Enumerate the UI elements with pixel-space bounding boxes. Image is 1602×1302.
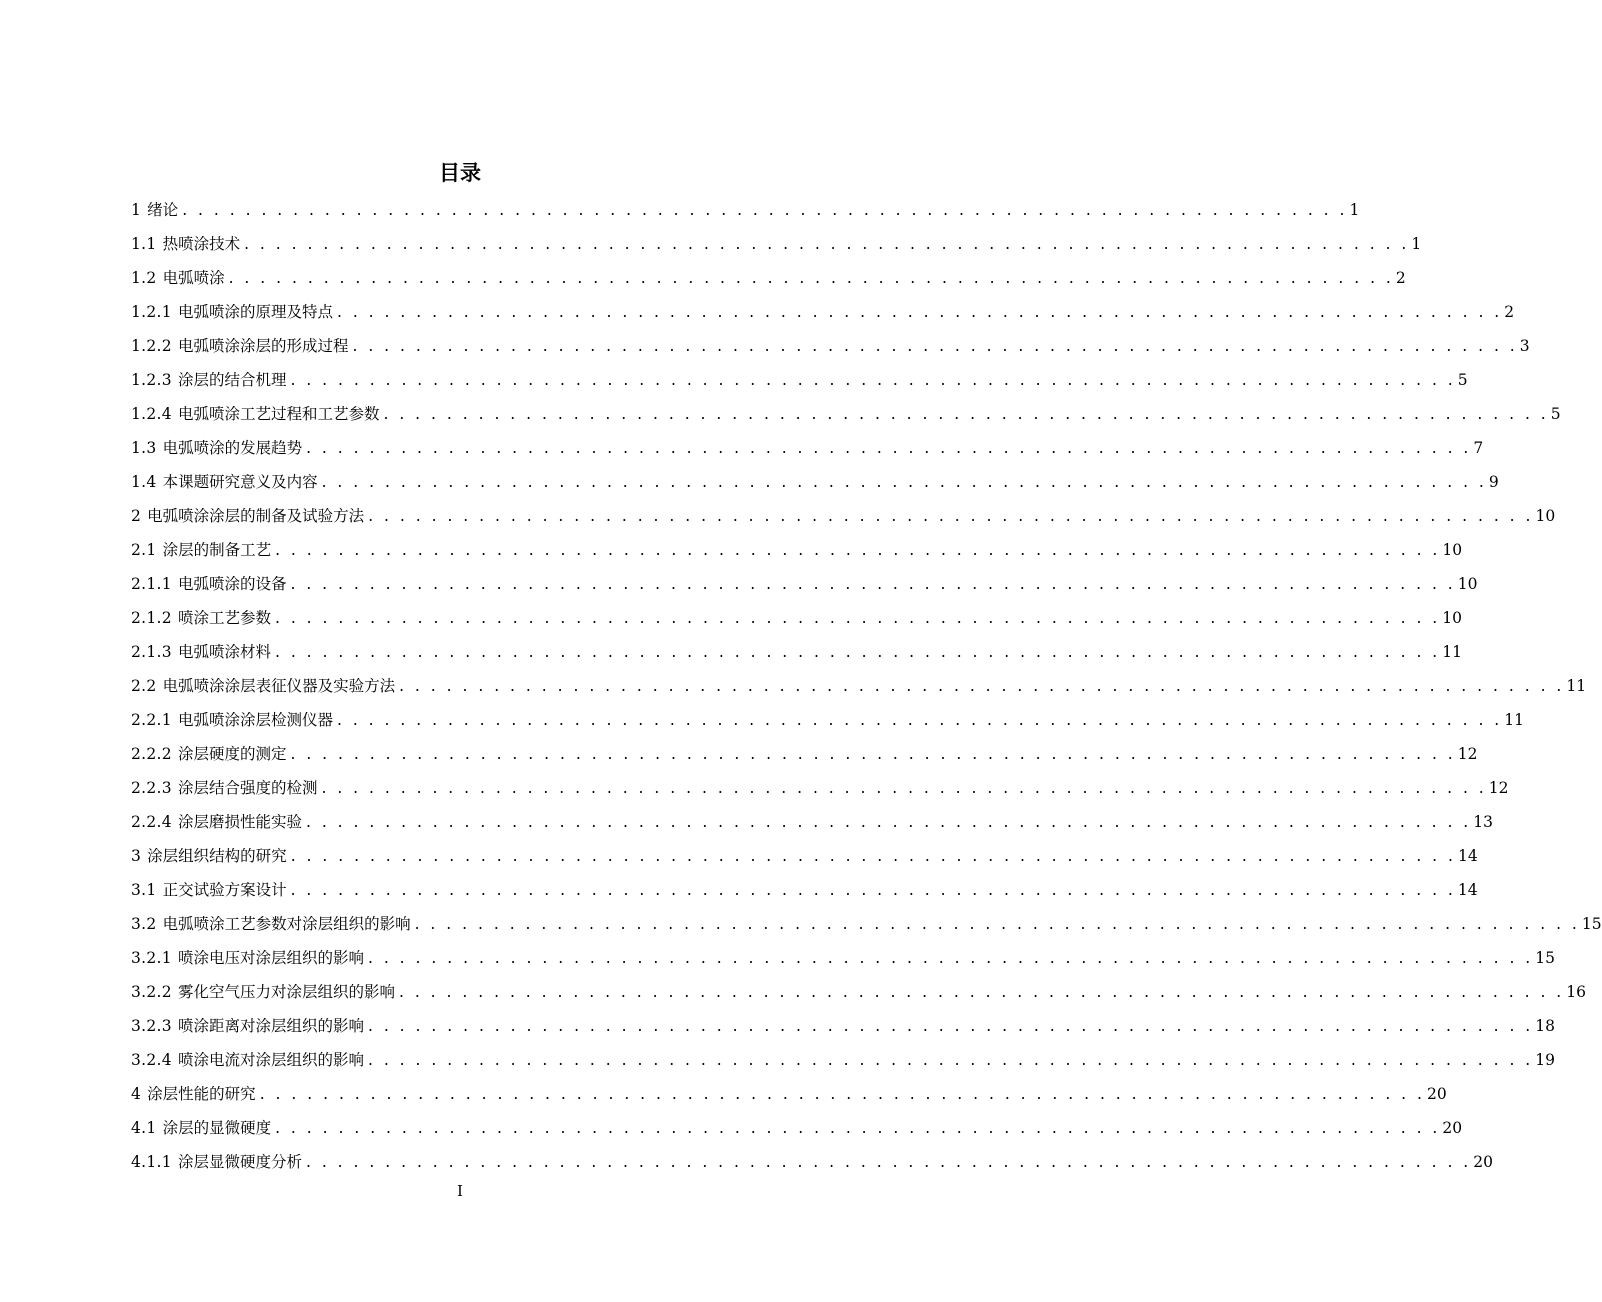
toc-entry-number: 2.2.3 [131,779,172,797]
toc-leader-dots: . . . . . . . . . . . . . . . . . . . . . . . . . . . . . . . . . . . . . . . . . . . . . . . . . . . . . . . . . . . . . . . . . . . . . . . . . . [182,201,1348,219]
toc-entry-page: 10 [1457,575,1478,593]
toc-leader-dots: . . . . . . . . . . . . . . . . . . . . . . . . . . . . . . . . . . . . . . . . . . . . . . . . . . . . . . . . . . . . . . . . . . . . . . . . . . [321,473,1487,491]
toc-entry-page: 2 [1395,269,1406,287]
toc-entry-page: 20 [1426,1085,1447,1103]
toc-entry[interactable] [131,431,1484,465]
toc-entry-number: 1.2.1 [131,303,172,321]
toc-entry-title: 涂层磨损性能实验 [177,813,302,831]
toc-entry[interactable] [131,499,1556,533]
toc-entry-number: 2.1.3 [131,643,172,661]
toc-entry-title: 喷涂电压对涂层组织的影响 [177,949,364,967]
toc-entry-number: 2 [131,507,142,525]
toc-entry-page: 15 [1535,949,1555,967]
toc-leader-dots: . . . . . . . . . . . . . . . . . . . . . . . . . . . . . . . . . . . . . . . . . . . . . . . . . . . . . . . . . . . . . . . . . . . . . . . . . . [275,541,1441,559]
toc-entry[interactable] [131,567,1478,601]
toc-entry-page: 20 [1473,1153,1493,1171]
toc-entry-title: 电弧喷涂的发展趋势 [162,439,303,457]
toc-entry-title: 涂层显微硬度分析 [177,1153,302,1171]
toc-leader-dots: . . . . . . . . . . . . . . . . . . . . . . . . . . . . . . . . . . . . . . . . . . . . . . . . . . . . . . . . . . . . . . . . . . . . . . . . . . [367,1017,1534,1035]
toc-entry-title: 涂层的制备工艺 [162,541,272,559]
toc-entry-number: 4.1 [131,1119,157,1137]
toc-entry-title: 喷涂工艺参数 [177,609,271,627]
toc-entry-number: 3.2.3 [131,1017,172,1035]
toc-leader-dots: . . . . . . . . . . . . . . . . . . . . . . . . . . . . . . . . . . . . . . . . . . . . . . . . . . . . . . . . . . . . . . . . . . . . . . . . . . [368,507,1534,525]
toc-leader-dots: . . . . . . . . . . . . . . . . . . . . . . . . . . . . . . . . . . . . . . . . . . . . . . . . . . . . . . . . . . . . . . . . . . . . . . . . . . [352,337,1518,355]
toc-leader-dots: . . . . . . . . . . . . . . . . . . . . . . . . . . . . . . . . . . . . . . . . . . . . . . . . . . . . . . . . . . . . . . . . . . . . . . . . . . [275,1119,1441,1137]
toc-entry-title: 雾化空气压力对涂层组织的影响 [177,983,395,1001]
toc-entry-page: 13 [1473,813,1493,831]
toc-entry-number: 2.2.2 [131,745,172,763]
toc-entry-title: 涂层的显微硬度 [162,1119,272,1137]
toc-leader-dots: . . . . . . . . . . . . . . . . . . . . . . . . . . . . . . . . . . . . . . . . . . . . . . . . . . . . . . . . . . . . . . . . . . . . . . . . . . [398,983,1565,1001]
toc-entry[interactable] [131,329,1530,363]
toc-entry-page: 9 [1488,473,1499,491]
toc-entry-page: 3 [1519,337,1530,355]
toc-entry-number: 1.3 [131,439,157,457]
toc-leader-dots: . . . . . . . . . . . . . . . . . . . . . . . . . . . . . . . . . . . . . . . . . . . . . . . . . . . . . . . . . . . . . . . . . . . . . . . . . . [414,915,1580,933]
toc-entry[interactable] [131,1145,1493,1179]
toc-entry-title: 涂层性能的研究 [147,1085,256,1103]
toc-entry-title: 电弧喷涂工艺过程和工艺参数 [177,405,380,423]
toc-entry[interactable] [131,873,1478,907]
toc-entry-page: 14 [1457,881,1478,899]
toc-entry[interactable] [131,941,1555,975]
toc-entry[interactable] [131,635,1462,669]
toc-entry-number: 1 [131,201,142,219]
toc-entry-page: 11 [1566,677,1587,695]
toc-entry[interactable] [131,975,1586,1009]
toc-entry-page: 18 [1535,1017,1555,1035]
toc-leader-dots: . . . . . . . . . . . . . . . . . . . . . . . . . . . . . . . . . . . . . . . . . . . . . . . . . . . . . . . . . . . . . . . . . . . . . . . . . . [336,303,1503,321]
toc-entry-page: 20 [1442,1119,1463,1137]
toc-entry-page: 11 [1442,643,1462,661]
toc-entry-title: 电弧喷涂材料 [177,643,271,661]
toc-leader-dots: . . . . . . . . . . . . . . . . . . . . . . . . . . . . . . . . . . . . . . . . . . . . . . . . . . . . . . . . . . . . . . . . . . . . . . . . . . [336,711,1503,729]
toc-leader-dots: . . . . . . . . . . . . . . . . . . . . . . . . . . . . . . . . . . . . . . . . . . . . . . . . . . . . . . . . . . . . . . . . . . . . . . . . . . [305,1153,1472,1171]
toc-entry-page: 2 [1504,303,1515,321]
toc-entry-page: 10 [1442,541,1463,559]
toc-entry[interactable] [131,1077,1447,1111]
toc-entry[interactable] [131,1043,1555,1077]
toc-entry-page: 10 [1442,609,1462,627]
toc-leader-dots: . . . . . . . . . . . . . . . . . . . . . . . . . . . . . . . . . . . . . . . . . . . . . . . . . . . . . . . . . . . . . . . . . . . . . . . . . . [274,643,1441,661]
table-of-contents [131,193,1602,1179]
toc-leader-dots: . . . . . . . . . . . . . . . . . . . . . . . . . . . . . . . . . . . . . . . . . . . . . . . . . . . . . . . . . . . . . . . . . . . . . . . . . . [290,575,1456,593]
toc-entry-page: 1 [1349,201,1360,219]
toc-entry[interactable] [131,771,1509,805]
toc-entry-number: 4 [131,1085,142,1103]
toc-entry-title: 涂层硬度的测定 [177,745,287,763]
toc-entry[interactable] [131,363,1468,397]
toc-entry-number: 3.2.1 [131,949,172,967]
toc-entry-number: 2.1.1 [131,575,172,593]
toc-leader-dots: . . . . . . . . . . . . . . . . . . . . . . . . . . . . . . . . . . . . . . . . . . . . . . . . . . . . . . . . . . . . . . . . . . . . . . . . . . [305,813,1472,831]
toc-leader-dots: . . . . . . . . . . . . . . . . . . . . . . . . . . . . . . . . . . . . . . . . . . . . . . . . . . . . . . . . . . . . . . . . . . . . . . . . . . [290,371,1456,389]
toc-entry[interactable] [131,907,1602,941]
toc-leader-dots: . . . . . . . . . . . . . . . . . . . . . . . . . . . . . . . . . . . . . . . . . . . . . . . . . . . . . . . . . . . . . . . . . . . . . . . . . . [290,745,1456,763]
toc-leader-dots: . . . . . . . . . . . . . . . . . . . . . . . . . . . . . . . . . . . . . . . . . . . . . . . . . . . . . . . . . . . . . . . . . . . . . . . . . . [290,847,1456,865]
toc-entry-title: 绪论 [147,201,179,219]
toc-entry-title: 电弧喷涂涂层检测仪器 [177,711,333,729]
toc-entry-page: 5 [1457,371,1468,389]
toc-entry-number: 4.1.1 [131,1153,172,1171]
toc-entry[interactable] [131,465,1499,499]
toc-entry-title: 电弧喷涂涂层的制备及试验方法 [147,507,365,525]
toc-entry-number: 2.2.4 [131,813,172,831]
toc-leader-dots: . . . . . . . . . . . . . . . . . . . . . . . . . . . . . . . . . . . . . . . . . . . . . . . . . . . . . . . . . . . . . . . . . . . . . . . . . . [244,235,1410,253]
toc-entry-title: 本课题研究意义及内容 [162,473,318,491]
page-title: 目录 [439,161,481,185]
page-number: I [457,1182,463,1200]
toc-entry-number: 3.2.4 [131,1051,172,1069]
toc-entry[interactable] [131,737,1478,771]
toc-entry[interactable] [131,601,1462,635]
toc-entry-title: 喷涂距离对涂层组织的影响 [177,1017,364,1035]
toc-entry-number: 1.1 [131,235,157,253]
toc-entry-page: 12 [1457,745,1478,763]
toc-entry-title: 电弧喷涂涂层的形成过程 [177,337,349,355]
toc-entry[interactable] [131,533,1463,567]
toc-entry-number: 3.1 [131,881,157,899]
toc-leader-dots: . . . . . . . . . . . . . . . . . . . . . . . . . . . . . . . . . . . . . . . . . . . . . . . . . . . . . . . . . . . . . . . . . . . . . . . . . . [383,405,1549,423]
toc-entry-title: 电弧喷涂涂层表征仪器及实验方法 [162,677,396,695]
toc-entry-page: 19 [1535,1051,1555,1069]
toc-leader-dots: . . . . . . . . . . . . . . . . . . . . . . . . . . . . . . . . . . . . . . . . . . . . . . . . . . . . . . . . . . . . . . . . . . . . . . . . . . [321,779,1487,797]
toc-leader-dots: . . . . . . . . . . . . . . . . . . . . . . . . . . . . . . . . . . . . . . . . . . . . . . . . . . . . . . . . . . . . . . . . . . . . . . . . . . [228,269,1394,287]
toc-entry-number: 3 [131,847,142,865]
toc-entry-number: 1.4 [131,473,157,491]
toc-entry-title: 电弧喷涂的原理及特点 [177,303,333,321]
toc-entry-page: 14 [1457,847,1478,865]
toc-entry-page: 1 [1411,235,1422,253]
toc-entry-number: 2.1.2 [131,609,172,627]
toc-entry[interactable] [131,703,1524,737]
toc-entry-number: 1.2.2 [131,337,172,355]
toc-entry-number: 2.2.1 [131,711,172,729]
toc-entry-title: 电弧喷涂的设备 [177,575,287,593]
toc-entry-page: 10 [1535,507,1556,525]
toc-entry[interactable] [131,193,1360,227]
toc-entry-title: 正交试验方案设计 [162,881,287,899]
toc-leader-dots: . . . . . . . . . . . . . . . . . . . . . . . . . . . . . . . . . . . . . . . . . . . . . . . . . . . . . . . . . . . . . . . . . . . . . . . . . . [367,1051,1534,1069]
toc-leader-dots: . . . . . . . . . . . . . . . . . . . . . . . . . . . . . . . . . . . . . . . . . . . . . . . . . . . . . . . . . . . . . . . . . . . . . . . . . . [399,677,1565,695]
toc-entry-number: 2.1 [131,541,157,559]
toc-entry[interactable] [131,295,1515,329]
toc-entry-number: 3.2.2 [131,983,172,1001]
toc-leader-dots: . . . . . . . . . . . . . . . . . . . . . . . . . . . . . . . . . . . . . . . . . . . . . . . . . . . . . . . . . . . . . . . . . . . . . . . . . . [306,439,1472,457]
toc-entry-number: 1.2.4 [131,405,172,423]
toc-leader-dots: . . . . . . . . . . . . . . . . . . . . . . . . . . . . . . . . . . . . . . . . . . . . . . . . . . . . . . . . . . . . . . . . . . . . . . . . . . [367,949,1534,967]
toc-entry-number: 3.2 [131,915,157,933]
toc-entry-page: 15 [1581,915,1602,933]
toc-entry[interactable] [131,1009,1555,1043]
toc-leader-dots: . . . . . . . . . . . . . . . . . . . . . . . . . . . . . . . . . . . . . . . . . . . . . . . . . . . . . . . . . . . . . . . . . . . . . . . . . . [274,609,1441,627]
toc-entry-page: 5 [1550,405,1561,423]
toc-entry-title: 电弧喷涂工艺参数对涂层组织的影响 [162,915,411,933]
toc-leader-dots: . . . . . . . . . . . . . . . . . . . . . . . . . . . . . . . . . . . . . . . . . . . . . . . . . . . . . . . . . . . . . . . . . . . . . . . . . . [290,881,1456,899]
toc-entry-title: 喷涂电流对涂层组织的影响 [177,1051,364,1069]
toc-entry[interactable] [131,839,1478,873]
toc-leader-dots: . . . . . . . . . . . . . . . . . . . . . . . . . . . . . . . . . . . . . . . . . . . . . . . . . . . . . . . . . . . . . . . . . . . . . . . . . . [259,1085,1425,1103]
toc-entry[interactable] [131,1111,1463,1145]
toc-entry[interactable] [131,805,1493,839]
toc-entry[interactable] [131,261,1406,295]
toc-entry-page: 12 [1488,779,1509,797]
toc-entry-number: 1.2 [131,269,157,287]
toc-entry-number: 2.2 [131,677,157,695]
toc-entry-title: 涂层的结合机理 [177,371,287,389]
toc-entry[interactable] [131,669,1587,703]
toc-entry-page: 16 [1566,983,1586,1001]
toc-entry-number: 1.2.3 [131,371,172,389]
toc-entry[interactable] [131,227,1422,261]
toc-entry-page: 7 [1473,439,1484,457]
toc-entry-title: 热喷涂技术 [162,235,241,253]
toc-entry-title: 涂层结合强度的检测 [177,779,318,797]
toc-entry-title: 涂层组织结构的研究 [147,847,287,865]
toc-entry-page: 11 [1504,711,1524,729]
toc-entry[interactable] [131,397,1561,431]
toc-entry-title: 电弧喷涂 [162,269,225,287]
